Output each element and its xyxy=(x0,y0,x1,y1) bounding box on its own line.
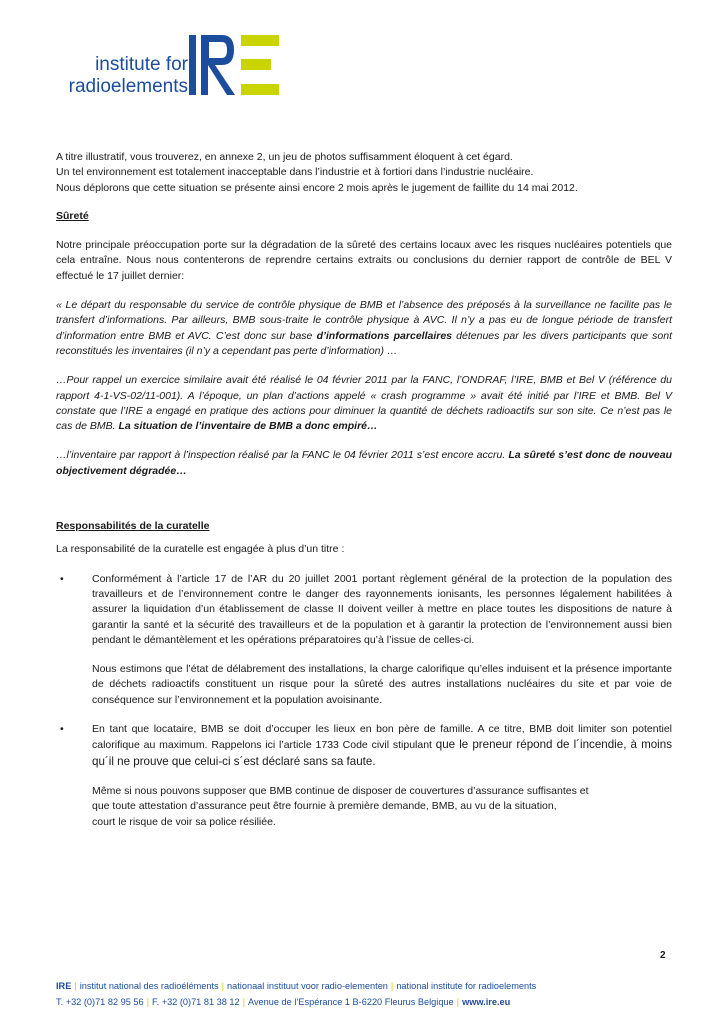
heading-surete: Sûreté xyxy=(56,209,89,222)
footer-address: Avenue de l’Espérance 1 B-6220 Fleurus Belgique xyxy=(248,997,454,1007)
curatelle-intro: La responsabilité de la curatelle est engagée à plus d’un titre : xyxy=(56,543,345,556)
bullet-2-line-3: court le risque de voir sa police résiliée. xyxy=(92,815,276,828)
footer-name-nl: nationaal instituut voor radio-elementen xyxy=(227,981,388,991)
heading-responsabilites: Responsabilités de la curatelle xyxy=(56,520,210,533)
bullet-1-paragraph-1: Conformément à l’article 17 de l’AR du 20 juillet 2001 portant règlement général de la protection de la population des travailleurs et de l’environnement contre le danger des rayonnements ionisants, les personnes légalement habilitées à assurer la liquidation d’un établissement de classe II doivent veiller à mettre en place toutes les dispositions de nature à garantir la santé et la sécurité des travailleurs et de la population et à garantir la protection de l’environnement aussi bien pendant le démantèlement et les opérations préparatoires qu’à l’issue de celles-ci. xyxy=(92,572,672,646)
footer-separator: | xyxy=(146,997,149,1007)
letter-body xyxy=(56,150,672,830)
bullet-2-line-2: que toute attestation d’assurance peut être fournie à première demande, BMB, au vu de la situation, xyxy=(92,800,557,813)
bullet-item-2 xyxy=(56,722,672,830)
footer-separator: | xyxy=(242,997,245,1007)
bullet-2-line-1: Même si nous pouvons supposer que BMB continue de disposer de couvertures d’assurance suffisantes et xyxy=(92,784,589,797)
footer-fax: F. +32 (0)71 81 38 12 xyxy=(152,997,240,1007)
footer-separator: | xyxy=(456,997,460,1007)
footer-phone: T. +32 (0)71 82 95 56 xyxy=(56,997,144,1007)
footer-website-link[interactable]: www.ire.eu xyxy=(462,997,511,1007)
footer-name-fr: institut national des radioéléments xyxy=(79,981,219,991)
footer-name-en: national institute for radioelements xyxy=(396,981,537,991)
page-number: 2 xyxy=(660,950,666,961)
bullet-1-paragraph-2: Nous estimons que l’état de délabrement des installations, la charge calorifique qu’elles induisent et la présence importante de déchets radioactifs constituent un risque pour la sûreté des autres installations nucléaires du site et par voie de conséquence sur l’environnement et la population avoisinante. xyxy=(92,663,672,706)
footer-separator: | xyxy=(74,981,77,991)
bullet-icon: • xyxy=(60,723,64,736)
quote-1 xyxy=(56,298,672,359)
ire-logo-mark xyxy=(189,30,281,100)
intro-line-2: Un tel environnement est totalement inacceptable dans l’industrie et à fortiori dans l’industrie nucléaire. xyxy=(56,166,534,179)
quote-2-bold: La situation de l’inventaire de BMB a donc empiré… xyxy=(118,420,378,433)
intro-line-1: A titre illustratif, vous trouverez, en annexe 2, un jeu de photos suffisamment éloquent à cet égard. xyxy=(56,151,513,163)
surete-paragraph: Notre principale préoccupation porte sur la dégradation de la sûreté des certains locaux avec les risques nucléaires potentiels que cela entraîne. Nous nous contenterons de reprendre certains extraits ou conclusions du dernier rapport de contrôle de BEL V effectué le 17 juillet dernier: xyxy=(56,239,672,282)
ire-logo xyxy=(55,30,285,100)
bullet-2-paragraph-1 xyxy=(92,722,672,770)
bullet-icon: • xyxy=(60,572,64,585)
bullet-2-text-a: En tant que locataire, BMB se doit d’occuper les lieux en bon père de famille. A ce titre, BMB doit limiter son potentiel calorifique au maximum. Rappelons ici l’article 1733 Code civil stipulant xyxy=(92,723,672,752)
quote-2-text-a: …Pour rappel un exercice similaire avait été réalisé le 04 février 2011 par la FANC, l’ONDRAF, l’IRE, BMB et Bel V (référence du rapport 4-1-VS-02/11-001). A l’époque, un plan d’actions appelé « crash programme » avait été initié par l’IRE et BMB. Bel V constate que l’IRE a engagé en pratique des actions pour diminuer la quantité de déchets radioactifs sur son site. Ce n’est pas le cas de BMB. xyxy=(56,374,672,433)
bullet-2-civil-code-quote: que le preneur répond de l´incendie, à moins qu´il ne prouve que celui-ci s´est déclaré sans sa faute. xyxy=(92,738,672,768)
quote-1-text-a: « Le départ du responsable du service de contrôle physique de BMB et l’absence des préposés à la surveillance ne facilite pas le transfert d’informations. Par ailleurs, BMB sous-traite le contrôle physique à AVC. Il n’y a pas eu de longue période de transfert d’information entre BMB et AVC. C’est donc sur base xyxy=(56,299,672,342)
bullet-2-paragraph-2 xyxy=(92,784,672,830)
quote-3-bold: La sûreté s’est donc de nouveau objectivement dégradée… xyxy=(56,449,673,477)
bullet-item-1 xyxy=(56,572,672,708)
footer-separator: | xyxy=(390,981,394,991)
footer-separator: | xyxy=(221,981,225,991)
footer-ire: IRE xyxy=(56,981,72,991)
footer-line-2 xyxy=(56,994,536,1010)
quote-1-text-c: détenues par les divers participants que sont reconstitués les inventaires (il n’y a cependant pas perte d’information) … xyxy=(56,329,672,357)
quote-1-bold: d’informations parcellaires xyxy=(316,329,453,342)
footer-line-1 xyxy=(56,978,536,994)
logo-line-2: radioelements xyxy=(68,76,188,97)
footer xyxy=(56,978,536,1010)
quote-2 xyxy=(56,373,672,434)
quote-3 xyxy=(56,448,672,479)
intro-paragraph xyxy=(56,150,672,196)
quote-3-text-a: …l’inventaire par rapport à l’inspection réalisé par la FANC le 04 février 2011 s’est encore accru. xyxy=(56,449,509,462)
logo-line-1: institute for xyxy=(95,54,188,75)
intro-line-3: Nous déplorons que cette situation se présente ainsi encore 2 mois après le jugement de faillite du 14 mai 2012. xyxy=(56,181,578,194)
